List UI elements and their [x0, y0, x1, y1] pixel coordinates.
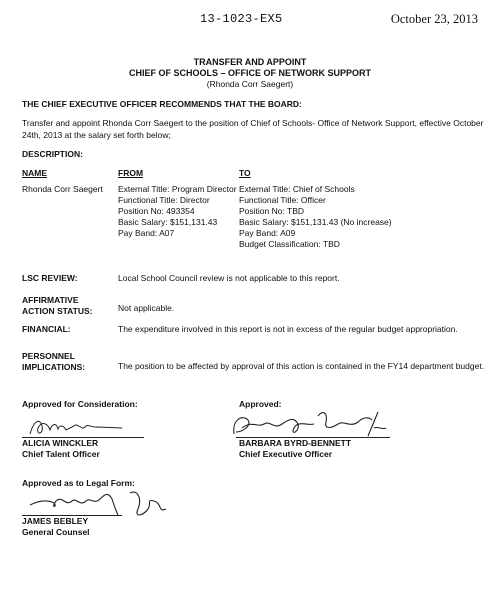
lsc-review-label: LSC REVIEW: [22, 273, 78, 283]
financial-text: The expenditure involved in this report is not in excess of the regular budget appropriation. [118, 324, 458, 334]
byrd-bennett-name: BARBARA BYRD-BENNETT [239, 438, 352, 448]
affirmative-label-line-2: ACTION STATUS: [22, 306, 93, 316]
from-basic-salary: Basic Salary: $151,131.43 [118, 217, 218, 227]
approved-label: Approved: [239, 399, 282, 409]
to-position-no: Position No: TBD [239, 206, 305, 216]
from-functional-title: Functional Title: Director [118, 195, 210, 205]
personnel-label-line-2: IMPLICATIONS: [22, 362, 86, 372]
column-header-to: TO [239, 168, 251, 178]
personnel-text: The position to be affected by approval of this action is contained in the FY14 department budget. [118, 361, 485, 371]
document-number: 13-1023-EX5 [200, 12, 283, 26]
lsc-review-text: Local School Council review is not applicable to this report. [118, 273, 340, 283]
winckler-title: Chief Talent Officer [22, 449, 100, 459]
document-date: October 23, 2013 [390, 12, 478, 26]
employee-name: Rhonda Corr Saegert [22, 184, 103, 194]
affirmative-text: Not applicable. [118, 303, 175, 313]
financial-label: FINANCIAL: [22, 324, 71, 334]
from-external-title: External Title: Program Director [118, 184, 237, 194]
to-details [239, 184, 392, 250]
bebley-name: JAMES BEBLEY [22, 516, 89, 526]
from-pay-band: Pay Band: A07 [118, 228, 175, 238]
description-heading: DESCRIPTION: [22, 149, 83, 159]
title-line-1: TRANSFER AND APPOINT [193, 57, 307, 67]
from-details [118, 184, 237, 239]
byrd-bennett-title: Chief Executive Officer [239, 449, 333, 459]
recommendation-paragraph: Transfer and appoint Rhonda Corr Saegert to the position of Chief of Schools- Office of Network Support, effective October 24th, 2013 at the salary set forth below; [22, 118, 484, 140]
to-external-title: External Title: Chief of Schools [239, 184, 355, 194]
to-functional-title: Functional Title: Officer [239, 195, 326, 205]
personnel-label-line-1: PERSONNEL [22, 351, 75, 361]
affirmative-label-line-1: AFFIRMATIVE [22, 295, 79, 305]
column-header-name: NAME [22, 168, 48, 178]
winckler-name: ALICIA WINCKLER [22, 438, 99, 448]
legal-form-label: Approved as to Legal Form: [22, 478, 135, 488]
to-budget-classification: Budget Classification: TBD [239, 239, 340, 249]
title-line-2: CHIEF OF SCHOOLS – OFFICE OF NETWORK SUPPORT [128, 68, 371, 78]
recommendation-heading: THE CHIEF EXECUTIVE OFFICER RECOMMENDS THAT THE BOARD: [22, 99, 302, 109]
title-subject-name: (Rhonda Corr Saegert) [206, 79, 294, 89]
column-header-from: FROM [118, 168, 144, 178]
to-pay-band: Pay Band: A09 [239, 228, 296, 238]
to-basic-salary: Basic Salary: $151,131.43 (No increase) [239, 217, 392, 227]
approved-for-consideration-label: Approved for Consideration: [22, 399, 138, 409]
from-position-no: Position No: 493354 [118, 206, 195, 216]
bebley-title: General Counsel [22, 527, 90, 537]
